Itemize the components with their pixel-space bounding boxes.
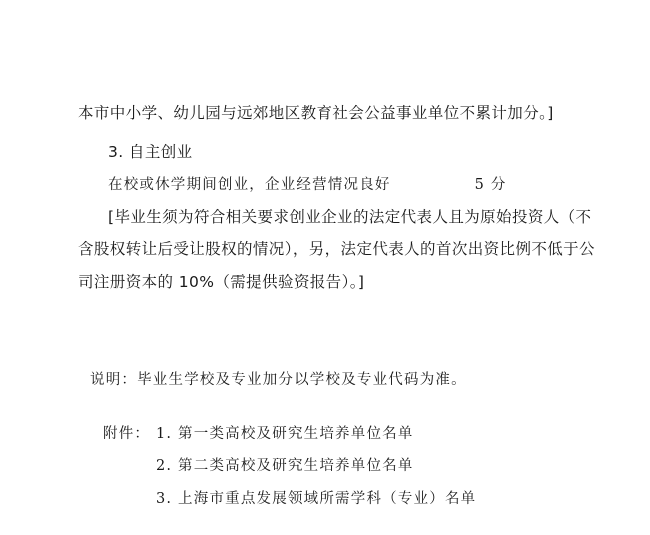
note-line: [毕业生须为符合相关要求创业企业的法定代表人且为原始投资人（不 xyxy=(108,208,592,226)
self-employment-item-score: 5 分 xyxy=(474,177,507,193)
note-line: 司注册资本的 10%（需提供验资报告）。] xyxy=(78,273,365,291)
self-employment-item xyxy=(108,178,507,193)
attachments-prefix: 附件： xyxy=(103,426,151,442)
attachment-item: 2. 第二类高校及研究生培养单位名单 xyxy=(156,458,414,474)
continuation-text: 本市中小学、幼儿园与远郊地区教育社会公益事业单位不累计加分。] xyxy=(78,104,554,122)
section-heading-self-employment: 3. 自主创业 xyxy=(108,143,193,161)
note-line: 含股权转让后受让股权的情况），另，法定代表人的首次出资比例不低于公 xyxy=(78,240,595,258)
explanation-text: 说明：毕业生学校及专业加分以学校及专业代码为准。 xyxy=(90,372,467,388)
self-employment-item-text: 在校或休学期间创业，企业经营情况良好 xyxy=(108,177,391,193)
attachment-item: 3. 上海市重点发展领域所需学科（专业）名单 xyxy=(156,491,477,507)
attachment-item: 1. 第一类高校及研究生培养单位名单 xyxy=(156,426,414,442)
